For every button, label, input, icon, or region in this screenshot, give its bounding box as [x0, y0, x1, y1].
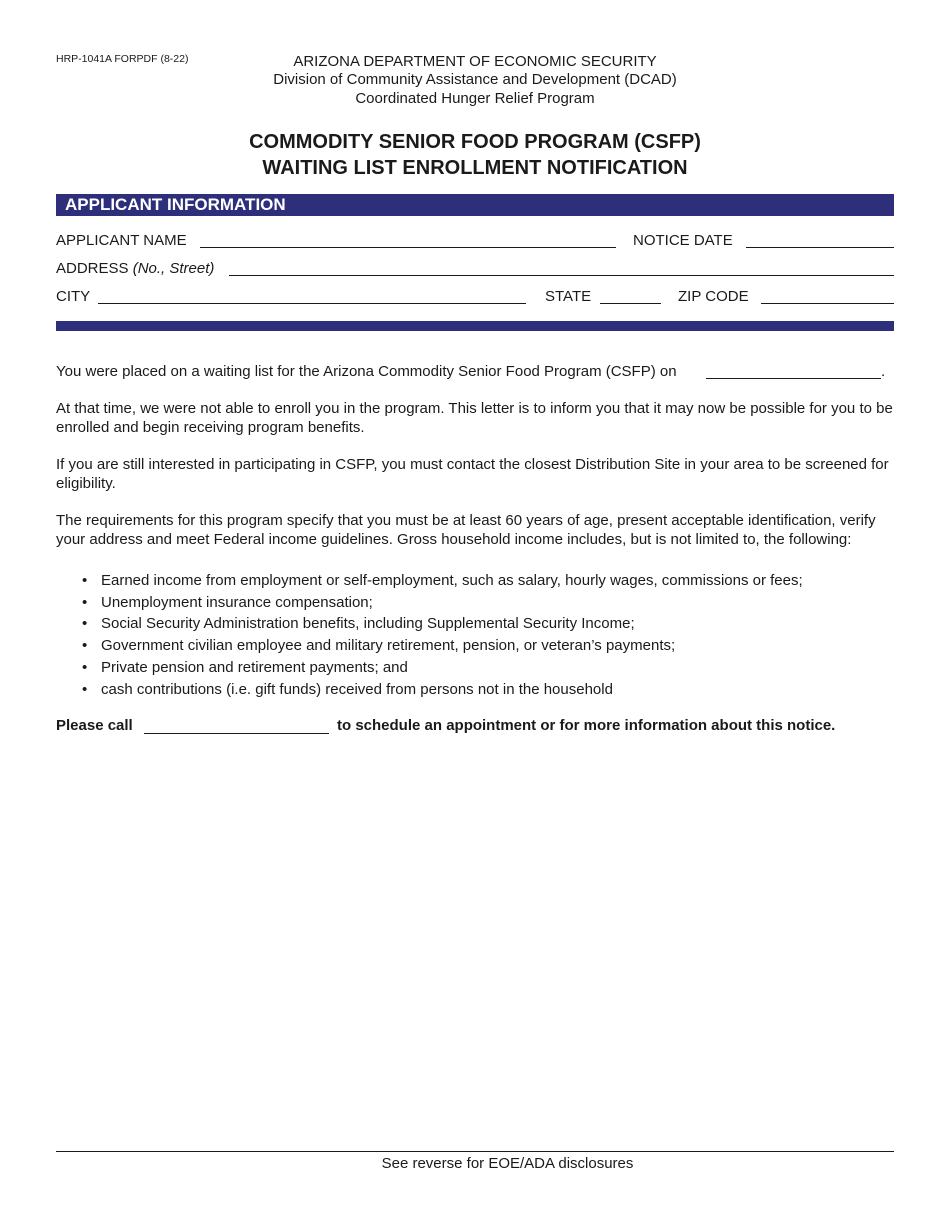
- list-item: • Government civilian employee and military retirement, pension, or veteran’s payments;: [56, 635, 896, 657]
- call-suffix: to schedule an appointment or for more information about this notice.: [337, 717, 836, 734]
- page-subtitle: WAITING LIST ENROLLMENT NOTIFICATION: [262, 157, 688, 179]
- applicant-name-field[interactable]: [200, 247, 616, 248]
- state-field[interactable]: [600, 303, 661, 304]
- bullet-icon: •: [82, 572, 88, 589]
- paragraph-interest: If you are still interested in participating in CSFP, you must contact the closest Distribution Site in your area to be screened for eligibility.: [56, 456, 889, 492]
- address-label-note: (No., Street): [132, 260, 215, 277]
- applicant-section-header: APPLICANT INFORMATION: [56, 194, 894, 216]
- form-code: HRP-1041A FORPDF (8-22): [56, 53, 189, 65]
- list-item: • Social Security Administration benefits, including Supplemental Security Income;: [56, 613, 896, 635]
- waiting-list-sentence: You were placed on a waiting list for the Arizona Commodity Senior Food Program (CSFP) on: [56, 363, 677, 380]
- income-list: [56, 570, 896, 700]
- footer-note: See reverse for EOE/ADA disclosures: [381, 1155, 634, 1172]
- bullet-icon: •: [82, 593, 88, 611]
- notice-date-field[interactable]: [746, 247, 894, 248]
- notice-date-label: NOTICE DATE: [633, 232, 733, 249]
- state-label: STATE: [545, 288, 592, 305]
- division-name: Division of Community Assistance and Development (DCAD): [273, 71, 677, 88]
- list-item: • Unemployment insurance compensation;: [56, 592, 896, 614]
- address-label: [56, 260, 214, 278]
- section-divider-bar: [56, 321, 894, 331]
- page-title: COMMODITY SENIOR FOOD PROGRAM (CSFP): [249, 131, 701, 153]
- list-item: • cash contributions (i.e. gift funds) received from persons not in the household: [56, 679, 896, 701]
- paragraph-requirements: The requirements for this program specify that you must be at least 60 years of age, present acceptable identification, verify your address and meet Federal income guidelines. Gross household income includes, but is not limited to, the following:: [56, 512, 876, 548]
- zip-code-label: ZIP CODE: [678, 288, 749, 305]
- footer-divider: [56, 1151, 894, 1152]
- address-field[interactable]: [229, 275, 894, 276]
- zip-code-field[interactable]: [761, 303, 894, 304]
- program-name: Coordinated Hunger Relief Program: [355, 90, 595, 107]
- waiting-list-period: .: [881, 363, 886, 380]
- call-prefix: Please call: [56, 717, 133, 734]
- paragraph-enrollment: At that time, we were not able to enroll you in the program. This letter is to inform you that it may now be possible for you to be enrolled and begin receiving program benefits.: [56, 400, 893, 436]
- city-field[interactable]: [98, 303, 526, 304]
- bullet-icon: •: [82, 637, 88, 655]
- phone-number-field[interactable]: [144, 733, 329, 734]
- list-item: • Earned income from employment or self-employment, such as salary, hourly wages, commissions or fees;: [56, 570, 896, 592]
- address-label-text: ADDRESS: [56, 260, 129, 277]
- bullet-icon: •: [82, 615, 88, 633]
- list-item: • Private pension and retirement payments; and: [56, 657, 896, 679]
- waiting-list-date-field[interactable]: [706, 378, 881, 379]
- bullet-icon: •: [82, 680, 88, 698]
- applicant-name-label: APPLICANT NAME: [56, 232, 187, 249]
- city-label: CITY: [56, 288, 91, 305]
- bullet-icon: •: [82, 658, 88, 676]
- agency-name: ARIZONA DEPARTMENT OF ECONOMIC SECURITY: [293, 53, 657, 70]
